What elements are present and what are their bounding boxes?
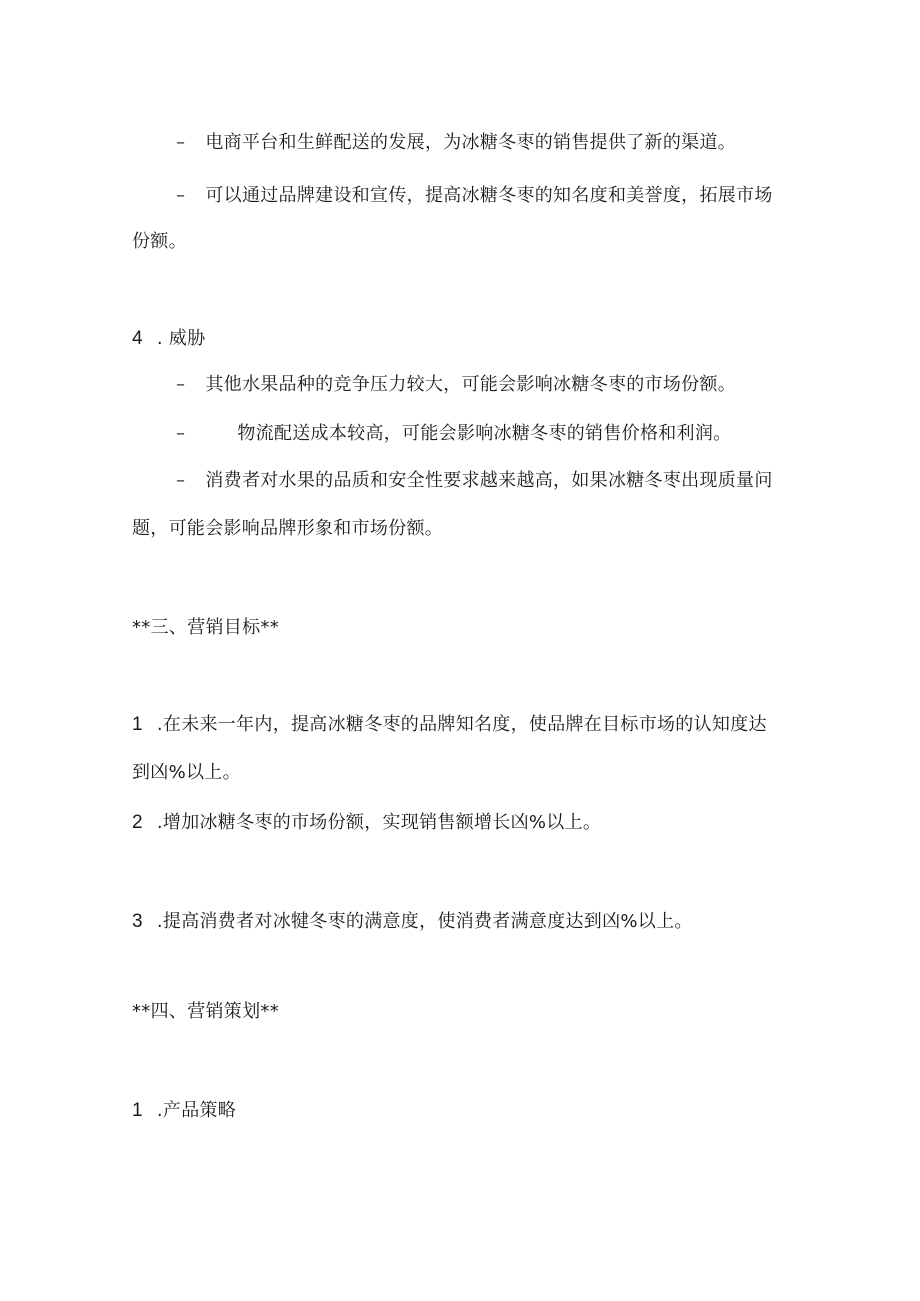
- section-3-heading: **三、营销目标**: [132, 617, 279, 638]
- dash-icon: –: [176, 185, 186, 206]
- opportunity-bullet-1: – 电商平台和生鲜配送的发展，为冰糖冬枣的销售提供了新的渠道。: [176, 132, 737, 153]
- dash-icon: –: [176, 374, 186, 395]
- goal-item-2: 2 .增加冰糖冬枣的市场份额，实现销售额增长凶%以上。: [132, 812, 602, 833]
- threat-bullet-3: – 消费者对水果的品质和安全性要求越来越高，如果冰糖冬枣出现质量问: [176, 470, 773, 491]
- opportunity-bullet-2-cont: 份额。: [132, 231, 187, 252]
- goal-item-1: 1 .在未来一年内，提高冰糖冬枣的品牌知名度，使品牌在目标市场的认知度达: [132, 714, 767, 735]
- dash-icon: –: [176, 423, 186, 444]
- opportunity-bullet-2: – 可以通过品牌建设和宣传，提高冰糖冬枣的知名度和美誉度，拓展市场: [176, 185, 773, 206]
- dash-icon: –: [176, 132, 186, 153]
- dash-icon: –: [176, 470, 186, 491]
- goal-item-1-cont: 到凶%以上。: [132, 762, 241, 783]
- threat-bullet-1: – 其他水果品种的竞争压力较大，可能会影响冰糖冬枣的市场份额。: [176, 374, 737, 395]
- threat-bullet-3-cont: 题，可能会影响品牌形象和市场份额。: [132, 518, 444, 539]
- strategy-item-1: 1 .产品策略: [132, 1100, 237, 1121]
- threat-bullet-2: – 物流配送成本较高，可能会影响冰糖冬枣的销售价格和利润。: [176, 423, 732, 444]
- goal-item-3: 3 .提高消费者对冰犍冬枣的满意度，使消费者满意度达到凶%以上。: [132, 911, 693, 932]
- threats-heading: 4 . 威胁: [132, 328, 206, 349]
- section-4-heading: **四、营销策划**: [132, 1001, 279, 1022]
